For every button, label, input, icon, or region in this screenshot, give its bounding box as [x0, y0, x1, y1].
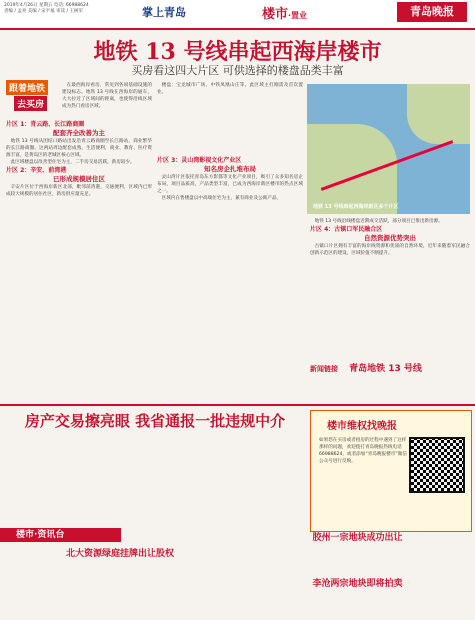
section-sub: ·置业: [288, 11, 308, 20]
paragraph: 古镇口片区拥有丰富的海岸线资源和优质的自然环境，近年来随着军民融合创新示范区的建设，区域价值不断提升。: [310, 244, 470, 256]
news-headline-beida: 北大资源绿庭挂牌出让股权: [65, 549, 174, 559]
news-link-box: [310, 356, 470, 375]
article-column-3: [310, 218, 470, 353]
intro-paragraph: 在最西海岸看房，常见到各项基础设施的建设标志。地铁 13 号线在西海岸的通车，大大拉近了区域间的距离，也使得沿线区域成为热门看房区域。: [62, 83, 152, 109]
section-divider: [0, 404, 475, 406]
app-logo[interactable]: 掌上青岛: [142, 6, 186, 19]
newspaper-brand: 青岛晚报: [397, 2, 467, 22]
metro-map-image: [307, 84, 470, 214]
section-title: [262, 3, 307, 22]
reader-service-body: 如果您在买房或者租房的过程中遇到了这样那样的问题，欢迎拨打青岛晚报热线电话 66988624，或者添加“青岛晚报楼市”微信公众号进行反映。: [319, 438, 407, 464]
section-subheading-2: 已形成规模居住区: [53, 175, 105, 183]
qr-code-icon[interactable]: [409, 437, 465, 493]
page-header: [0, 0, 475, 30]
section-subheading-4: 自然资源优势突出: [364, 234, 416, 242]
paragraph: 辛安片区位于西海岸新区北部，毗邻前湾港，交通便利，区域内已形成较大规模的居住社区，新房供应量充足。: [6, 185, 152, 197]
section-name: 楼市: [262, 7, 289, 22]
page-subheadline: 买房看这四大片区 可供选择的楼盘品类丰富: [131, 64, 344, 77]
reader-service-title: 楼市维权找晚报: [327, 421, 397, 432]
news-headline-licang: 李沧两宗地块即将拍卖: [312, 579, 403, 589]
paragraph: 楼盘：宝龙城市广场、中铁凤凰山庄等。此区域主打刚需及首次置业。: [157, 83, 303, 95]
section-heading-4: 片区 4：古镇口军民融合区: [310, 226, 383, 233]
map-land: [407, 84, 470, 144]
section-heading-2: 片区 2：辛安、前湾港: [6, 167, 67, 174]
paragraph: 地铁 13 号线从团结口路站出发沿青云路商圈至长江路站，商业繁华的长江路商圈。这两站周边配套成熟，生活便利，商业、教育、医疗资源丰富，是黄岛区的老城区核心区域。: [6, 139, 152, 158]
map-caption: 地铁 13 号线串起西海岸新区多个片区: [313, 204, 399, 210]
section-heading-3: 片区 3：灵山湾影视文化产业区: [157, 157, 242, 164]
header-meta-line-1: 2019年4月26日 星期五 电话: 66988624: [4, 3, 89, 8]
paragraph: 此区域楼盘以改善型住宅为主，二手房交易活跃，新房较少。: [10, 160, 135, 165]
article-column-1: [6, 120, 152, 410]
news-section-label: 楼市·资讯台: [0, 528, 121, 542]
badge-line-1: 跟着地铁: [6, 80, 48, 95]
page-headline: 地铁 13 号线串起西海岸楼市: [93, 39, 382, 65]
section-subheading-1: 配套齐全改善为主: [53, 129, 105, 137]
article-column-2: [157, 82, 303, 402]
header-meta-line-2: 责编 / 孟亮 美编 / 宋平福 审读 / 王树军: [4, 9, 83, 14]
paragraph: 灵山湾片区依托青岛东方影都等文化产业项目，吸引了众多知名房企布局，项目品质高，产品类型丰富，已成为西海岸新区楼市的热点区域之一。: [157, 175, 303, 194]
secondary-headline: 房产交易擦亮眼 我省通报一批违规中介: [24, 412, 286, 430]
map-land: [307, 124, 397, 214]
news-link-title: 青岛地铁 13 号线: [349, 364, 422, 374]
badge-line-2: 去买房: [14, 96, 47, 111]
news-link-tag: 新闻链接: [310, 365, 338, 373]
header-meta: [4, 3, 114, 15]
section-subheading-3: 知名房企扎堆布局: [204, 165, 256, 173]
paragraph: 区域内在售楼盘以中高端住宅为主，兼有商业及公寓产品。: [161, 196, 282, 201]
paragraph: 地铁 13 号线沿线楼盘近期成交活跃，部分项目已推出新房源。: [314, 219, 443, 224]
reader-service-box: [310, 410, 472, 532]
section-heading-1: 片区 1：青云路、长江路商圈: [6, 121, 85, 128]
intro-text: [62, 82, 152, 118]
news-headline-jiaozhou: 胶州一宗地块成功出让: [312, 533, 403, 543]
